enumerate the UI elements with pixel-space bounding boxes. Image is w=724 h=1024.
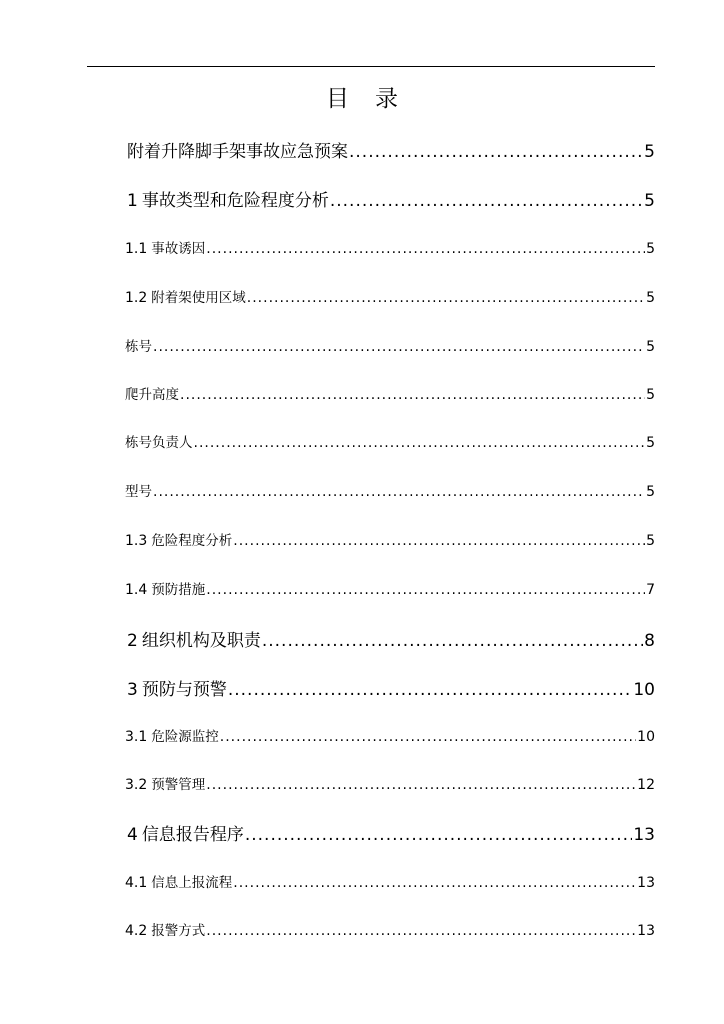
toc-entry-label: 事故诱因 <box>151 241 206 257</box>
toc-entry-label: 报警方式 <box>151 923 206 939</box>
toc-entry-label: 信息报告程序 <box>141 825 244 845</box>
toc-leader-dots <box>233 533 645 549</box>
toc-entry-label: 信息上报流程 <box>151 875 233 891</box>
toc-title-char-1: 目 <box>326 86 349 112</box>
toc-entry-number: 4.1 <box>125 875 148 891</box>
header-rule <box>87 66 655 67</box>
toc-entry-page: 8 <box>644 631 655 651</box>
toc-entry-number: 4 <box>127 825 138 845</box>
toc-leader-dots <box>206 777 636 793</box>
toc-entry[interactable] <box>125 480 655 500</box>
toc-leader-dots <box>206 582 645 598</box>
toc-entry[interactable] <box>127 137 655 162</box>
toc-leader-dots <box>220 729 636 745</box>
toc-entry-number: 3 <box>127 680 138 700</box>
toc-entry-label: 附着升降脚手架事故应急预案 <box>127 142 348 162</box>
toc-entry-label: 危险源监控 <box>151 729 219 745</box>
toc-entry[interactable] <box>125 725 655 745</box>
toc-entry[interactable] <box>127 820 655 845</box>
toc-leader-dots <box>330 191 643 211</box>
toc-entry-number: 2 <box>127 631 138 651</box>
toc-entry-page: 12 <box>637 777 655 793</box>
toc-leader-dots <box>206 923 636 939</box>
toc-entry-page: 5 <box>646 241 655 257</box>
toc-entry-label: 预防措施 <box>151 582 206 598</box>
toc-title <box>0 80 724 113</box>
toc-entry[interactable] <box>125 578 655 598</box>
toc-entry[interactable] <box>125 237 655 257</box>
toc-leader-dots <box>247 290 645 306</box>
toc-entry[interactable] <box>125 335 655 355</box>
toc-entry-page: 7 <box>646 582 655 598</box>
toc-entry[interactable] <box>127 626 655 651</box>
toc-entry-page: 5 <box>646 387 655 403</box>
toc-entry[interactable] <box>127 186 655 211</box>
toc-leader-dots <box>206 241 645 257</box>
toc-entry-label: 型号 <box>125 484 152 500</box>
toc-entry-number: 1.4 <box>125 582 148 598</box>
toc-leader-dots <box>262 631 643 651</box>
toc-entry[interactable] <box>127 675 655 700</box>
toc-entry-page: 10 <box>633 680 655 700</box>
toc-leader-dots <box>153 484 645 500</box>
toc-entry-page: 13 <box>637 875 655 891</box>
toc-entry[interactable] <box>125 871 655 891</box>
toc-entry[interactable] <box>125 919 655 939</box>
toc-entry-label: 预警管理 <box>151 777 206 793</box>
toc-leader-dots <box>228 680 633 700</box>
toc-entry-label: 组织机构及职责 <box>141 631 261 651</box>
toc-entry-label: 预防与预警 <box>141 680 227 700</box>
toc-entry[interactable] <box>125 383 655 403</box>
toc-entry-page: 5 <box>646 339 655 355</box>
toc-entry-page: 5 <box>644 142 655 162</box>
toc-entry-page: 10 <box>637 729 655 745</box>
toc-entry-label: 附着架使用区域 <box>151 290 246 306</box>
toc-entry-label: 栋号负责人 <box>125 435 193 451</box>
toc-entry-page: 5 <box>644 191 655 211</box>
toc-entry-page: 13 <box>637 923 655 939</box>
toc-entry-label: 事故类型和危险程度分析 <box>141 191 329 211</box>
toc-entry-page: 5 <box>646 484 655 500</box>
toc-entry-number: 1 <box>127 191 138 211</box>
toc-entry[interactable] <box>125 431 655 451</box>
toc-leader-dots <box>180 387 645 403</box>
toc-entry[interactable] <box>125 286 655 306</box>
toc-entry-number: 1.3 <box>125 533 148 549</box>
toc-entry-page: 5 <box>646 435 655 451</box>
toc-leader-dots <box>349 142 643 162</box>
toc-entry-number: 4.2 <box>125 923 148 939</box>
toc-entry-label: 危险程度分析 <box>151 533 233 549</box>
toc-leader-dots <box>233 875 636 891</box>
toc-entry-page: 5 <box>646 533 655 549</box>
toc-entry-number: 1.1 <box>125 241 148 257</box>
toc-entry-label: 爬升高度 <box>125 387 179 403</box>
toc-entry[interactable] <box>125 529 655 549</box>
toc-entry-number: 3.1 <box>125 729 148 745</box>
toc-entry-page: 13 <box>633 825 655 845</box>
toc-leader-dots <box>194 435 646 451</box>
toc-entry-number: 3.2 <box>125 777 148 793</box>
toc-entry-page: 5 <box>646 290 655 306</box>
toc-leader-dots <box>153 339 645 355</box>
toc-entry-label: 栋号 <box>125 339 152 355</box>
toc-leader-dots <box>245 825 633 845</box>
toc-title-char-2: 录 <box>375 86 398 112</box>
toc-entry-number: 1.2 <box>125 290 148 306</box>
toc-entry[interactable] <box>125 773 655 793</box>
